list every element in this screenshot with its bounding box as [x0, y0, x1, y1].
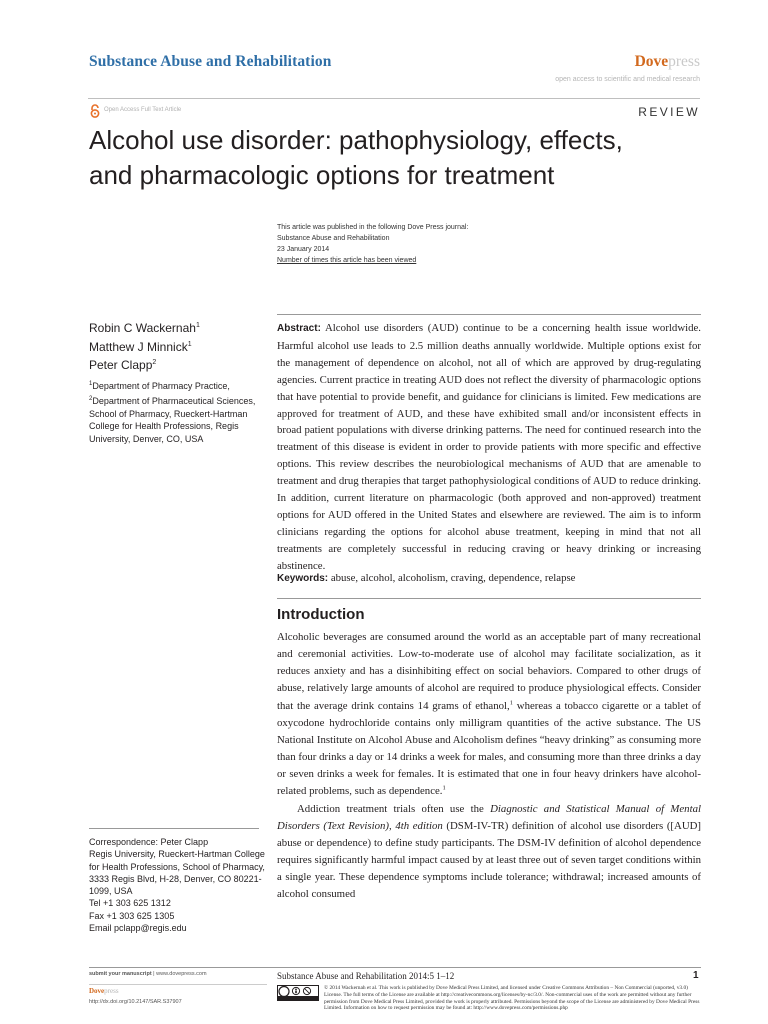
author-list: [89, 318, 200, 374]
keywords: [277, 572, 701, 584]
header-divider: [88, 98, 700, 99]
keywords-label: Keywords:: [277, 573, 329, 584]
citation-ref[interactable]: 1: [509, 699, 513, 707]
views-link[interactable]: Number of times this article has been viewed: [277, 257, 417, 264]
abstract-text: Alcohol use disorders (AUD) continue to be a concerning health issue worldwide. Harmful alcohol use leads to 2.5 million deaths annually worldwide. Multiple options exist for the management of dependence on alcohol, not all of which are approved by drug-regulating agencies. Current practice in treating AUD does not reflect the diversity of pharmacologic options that have potential to provide benefit, and guidance for clinicians is limited. Few medications are approved for treatment of AUD, and these have exhibited small and/or inconsistent effects in broad patient populations with diverse drinking patterns. The need for continued research into the treatment of this disease is evident in order to provide patients with more specific and effective options. This review describes the neurobiological mechanisms of AUD that are amenable to treatment and drug therapies that target pathophysiological conditions of AUD to reduce drinking. In addition, current literature on pharmacologic (both approved and non-approved) treatment options for AUD offered in the United States and elsewhere are reviewed. The aim is to inform clinicians regarding the options for alcohol abuse treatment, keeping in mind that not all treatments are completely successful in reducing craving or heavy drinking or increasing abstinence.: [277, 322, 702, 572]
creative-commons-icon[interactable]: [277, 985, 319, 1001]
publisher-logo: [635, 53, 700, 71]
author-name: Robin C Wackernah: [89, 321, 196, 335]
open-access-icon: [89, 104, 101, 118]
correspondence-fax: Fax +1 303 625 1305: [89, 910, 175, 921]
correspondence-block: [89, 836, 269, 934]
submit-url: | www.dovepress.com: [151, 971, 207, 977]
publication-note-journal: Substance Abuse and Rehabilitation: [277, 235, 390, 242]
paragraph-text: (DSM-IV-TR) definition of alcohol use disorders ([AUD] abuse or dependence) to define study participants. The DSM-IV definition of alcohol dependence requires significantly harmful impact caused by at least three out of seven target conditions within a single year. These dependence symptoms include tolerance; withdrawal; increased amounts of alcohol consumed: [277, 819, 702, 901]
affiliation: [89, 378, 269, 393]
section-heading-introduction: Introduction: [277, 606, 365, 623]
correspondence-email[interactable]: Email pclapp@regis.edu: [89, 923, 187, 934]
footer-divider: [89, 967, 701, 968]
paragraph: [277, 629, 701, 801]
affiliation-mark: 2: [89, 395, 93, 402]
correspondence-phone: Tel +1 303 625 1312: [89, 898, 171, 909]
author-name: Peter Clapp: [89, 358, 153, 372]
footer-logo-part2: press: [104, 987, 119, 995]
affiliation-text: Department of Pharmacy Practice,: [92, 381, 230, 391]
journal-name: Substance Abuse and Rehabilitation: [89, 53, 332, 70]
affiliation-mark: 1: [89, 381, 93, 387]
article-title-line2: and pharmacologic options for treatment: [89, 160, 555, 190]
abstract-label: Abstract:: [277, 323, 321, 334]
italic-title: Diagnostic and Statistical Manual of Mental Disorders (Text Revision), 4th edition: [277, 802, 701, 832]
publisher-logo-part2: press: [668, 53, 700, 70]
affiliations: [89, 378, 269, 446]
author: [89, 355, 200, 374]
page-number: 1: [693, 970, 699, 981]
publisher-tagline: open access to scientific and medical research: [555, 76, 700, 83]
abstract-top-divider: [277, 314, 701, 315]
author-affiliation-mark: 1: [195, 322, 200, 329]
paragraph-text: Addiction treatment trials often use the: [297, 802, 491, 815]
correspondence-name: Correspondence: Peter Clapp: [89, 837, 209, 847]
article-title: [89, 123, 709, 193]
publication-date: 23 January 2014: [277, 246, 330, 253]
publication-note: [277, 222, 468, 266]
license-text: © 2014 Wackernah et al. This work is published by Dove Medical Press Limited, and licensed under Creative Commons Attribution – Non Commercial (unported, v3.0) License. The full terms of the License are available at http://creativecommons.org/licenses/by-nc/3.0/. Non-commercial uses of the work are permitted without any further permission from Dove Medical Press Limited, provided the work is properly attributed. Permissions beyond the scope of the License are administered by Dove Medical Press Limited. Information on how to request permission may be found at: http://www.dovepress.com/permissions.php: [324, 985, 700, 1012]
author: [89, 318, 200, 337]
keywords-divider: [277, 598, 701, 599]
keywords-text: abuse, alcohol, alcoholism, craving, dependence, relapse: [330, 572, 576, 584]
doi-link[interactable]: http://dx.doi.org/10.2147/SAR.S37907: [89, 999, 182, 1005]
affiliation: [89, 393, 269, 446]
author-name: Matthew J Minnick: [89, 339, 188, 354]
correspondence-divider: [89, 828, 259, 829]
footer-publisher-logo: [89, 987, 119, 995]
open-access-label: Open Access Full Text Article: [104, 107, 182, 113]
paragraph-text: Alcoholic beverages are consumed around the world as an acceptable part of many recreational and ceremonial activities. Low-to-moderate use of alcohol may facilitate socialization, as it reduces anxiety and has a disinhibiting effect on social behaviors. Compared to other drugs of abuse, relatively large amounts of alcohol are required to produce physiological effects. Consider that the average drink contains 14 grams of ethanol,: [277, 631, 701, 712]
footer-short-divider: [89, 984, 267, 985]
body-text: [277, 629, 701, 904]
publisher-logo-part1: Dove: [634, 53, 669, 70]
author-affiliation-mark: 1: [187, 340, 192, 348]
affiliation-text: Department of Pharmaceutical Sciences, School of Pharmacy, Rueckert-Hartman College for Health Professions, Regis University, Denver, CO, USA: [89, 395, 256, 445]
article-type: REVIEW: [638, 105, 700, 119]
footer-logo-part1: Dove: [89, 987, 105, 995]
abstract: [277, 320, 701, 575]
paragraph-text: whereas a tobacco cigarette or a tablet of oxycodone hydrochloride contains only milligram quantities of the active substance. The US National Institute on Alcohol Abuse and Alcoholism defines “heavy drinking” as consuming more than four drinks a day or 14 drinks a week for males, and consuming more than three drinks a day or seven drinks a week for females. It is estimated that one in four heavy drinkers have alcohol-related problems, such as dependence.: [277, 699, 701, 798]
submit-manuscript-link[interactable]: [89, 971, 207, 977]
paragraph: [277, 801, 701, 904]
citation-ref[interactable]: 1: [442, 784, 446, 792]
journal-citation: Substance Abuse and Rehabilitation 2014:5 1–12: [277, 971, 455, 981]
article-title-line1: Alcohol use disorder: pathophysiology, effects,: [89, 125, 623, 155]
publication-note-intro: This article was published in the following Dove Press journal:: [277, 224, 469, 231]
author: [89, 337, 200, 356]
author-affiliation-mark: 2: [152, 359, 157, 366]
submit-label: submit your manuscript: [89, 971, 152, 977]
correspondence-address: Regis University, Rueckert-Hartman College for Health Professions, School of Pharmacy, 3333 Regis Blvd, H-28, Denver, CO 80221-1099, USA: [89, 849, 265, 897]
